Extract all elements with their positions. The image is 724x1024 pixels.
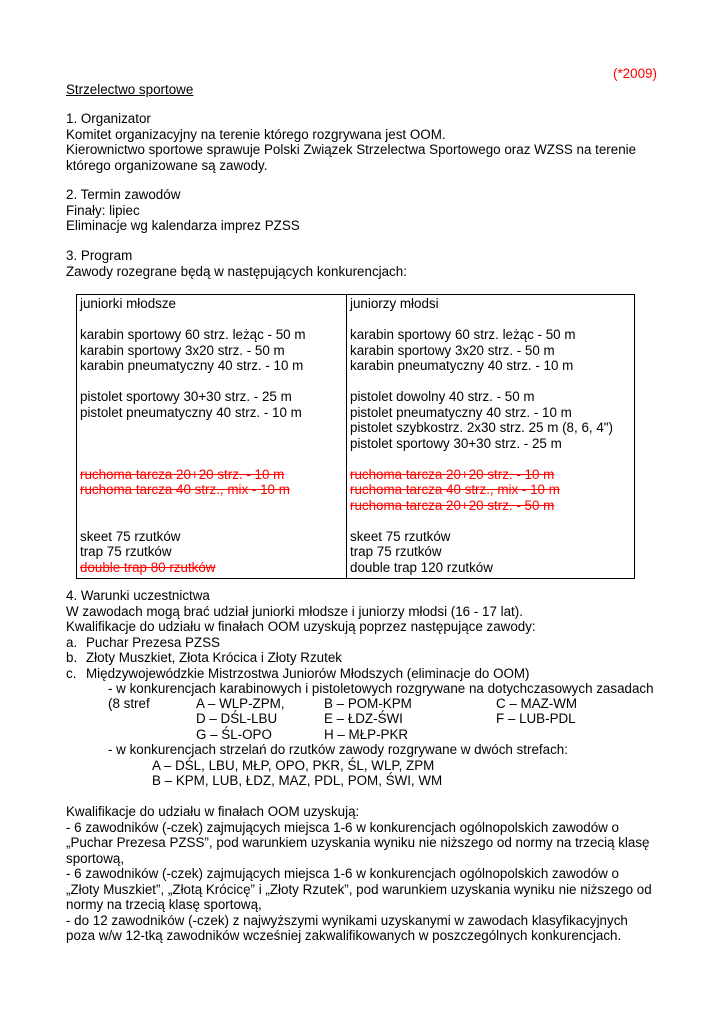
event-item: karabin pneumatyczny 40 strz. - 10 m [80,358,304,373]
event-item: pistolet pneumatyczny 40 strz. - 10 m [350,404,572,420]
paragraph-line: Komitet organizacyjny na terenie którego rozgrywana jest OOM. [66,126,446,142]
zone-item: D – DŚL-LBU [196,711,278,726]
section-heading: 1. Organizator [66,111,151,126]
event-item: pistolet sportowy 30+30 strz. - 25 m [80,389,292,404]
event-item: karabin sportowy 3x20 strz. - 50 m [80,342,285,358]
list-item: c. Międzywojewódzkie Mistrzostwa Juniorów Młodszych (eliminacje do OOM) [66,665,530,681]
zone-item: H – MŁP-PKR [324,727,409,742]
section-program [66,248,666,279]
program-table [76,294,635,579]
event-item: pistolet szybkostrz. 2x30 strz. 25 m (8, 6, 4") [350,420,613,435]
event-item: karabin sportowy 60 strz. leżąc - 50 m [80,327,306,342]
paragraph-line: normy na trzecią klasę sportową, [66,897,262,912]
section-heading: 3. Program [66,248,133,263]
section-term [66,187,666,234]
table-cell-juniorzy [347,295,635,579]
event-item-removed: ruchoma tarcza 40 strz., mix - 10 m [350,482,560,497]
event-item: karabin pneumatyczny 40 strz. - 10 m [350,358,574,373]
event-item: skeet 75 rzutków [350,528,451,544]
section-conditions [66,588,666,681]
paragraph-line: - 6 zawodników (-czek) zajmujących miejsca 1-6 w konkurencjach ogólnopolskich zawodów o [66,819,619,835]
year-note: (*2009) [613,66,657,81]
zone-item: B – POM-KPM [324,696,412,711]
note-shotgun: - w konkurencjach strzelań do rzutków zawody rozgrywane w dwóch strefach: [108,742,568,757]
zone-item: G – ŚL-OPO [196,727,272,742]
document-title: Strzelectwo sportowe [66,82,194,97]
table-cell-juniorki [77,295,347,579]
paragraph-line: - do 12 zawodników (-czek) z najwyższymi wynikami uzyskanymi w zawodach klasyfikacyjnych [66,912,628,928]
paragraph-line: poza w/w 12-tką zawodników wcześniej zakwalifikowanych w poszczególnych konkurencjach. [66,928,622,943]
section-heading: 4. Warunki uczestnictwa [66,588,210,603]
qualification-block [66,804,666,944]
shotgun-zone: A – DŚL, LBU, MŁP, OPO, PKR, ŚL, WLP, ZPM [152,758,435,773]
column-header: juniorzy młodsi [350,296,439,311]
paragraph-line: Kwalifikacje do udziału w finałach OOM uzyskują poprzez następujące zawody: [66,619,536,634]
event-item-removed: ruchoma tarcza 20+20 strz. - 50 m [350,497,555,513]
section-heading: 2. Termin zawodów [66,187,181,202]
list-item: b. Złoty Muszkiet, Złota Krócica i Złoty Rzutek [66,650,342,665]
event-item-removed: double trap 80 rzutków [80,559,216,575]
shotgun-zone: B – KPM, LUB, ŁDZ, MAZ, PDL, POM, ŚWI, WM [152,773,443,788]
paragraph-line: którego organizowane są zawody. [66,157,268,173]
paragraph-line: - 6 zawodników (-czek) zajmujących miejsca 1-6 w konkurencjach ogólnopolskich zawodów o [66,866,619,881]
zone-item: F – LUB-PDL [496,711,576,726]
event-item: trap 75 rzutków [350,544,442,559]
paragraph-line: Eliminacje wg kalendarza imprez PZSS [66,218,300,233]
paragraph-line: Kierownictwo sportowe sprawuje Polski Związek Strzelectwa Sportowego oraz WZSS na terenie [66,142,637,157]
zone-item: E – ŁDZ-ŚWI [324,711,403,726]
paragraph-line: „Puchar Prezesa PZSS”, pod warunkiem uzyskania wyniku nie niższego od normy na trzecią klasę [66,835,650,850]
paragraph-line: Finały: lipiec [66,202,140,218]
zone-item: A – WLP-ZPM, [196,696,285,711]
zone-item: C – MAZ-WM [496,696,578,711]
column-header: juniorki młodsze [80,296,177,311]
event-item-removed: ruchoma tarcza 20+20 strz. - 10 m [80,466,285,482]
paragraph-line: „Złoty Muszkiet”, „Złotą Krócicę” i „Złoty Rzutek”, pod warunkiem uzyskania wyniku nie niższego od [66,881,652,897]
event-item: pistolet dowolny 40 strz. - 50 m [350,389,535,404]
paragraph-line: Kwalifikacje do udziału w finałach OOM uzyskują: [66,804,360,819]
table-row [77,295,635,579]
paragraph-line: Zawody rozegrane będą w następujących konkurencjach: [66,263,407,279]
event-item: karabin sportowy 60 strz. leżąc - 50 m [350,327,576,342]
zones-prefix: (8 stref [108,696,150,711]
event-item: pistolet pneumatyczny 40 strz. - 10 m [80,404,302,420]
section-organizer [66,111,666,173]
note-rifle-pistol: - w konkurencjach karabinowych i pistoletowych rozgrywane na dotychczasowych zasadach [108,681,654,696]
event-item: double trap 120 rzutków [350,559,493,575]
paragraph-line: sportową, [66,850,125,866]
event-item: karabin sportowy 3x20 strz. - 50 m [350,342,555,358]
event-item: skeet 75 rzutków [80,528,181,544]
list-item: a. Puchar Prezesa PZSS [66,634,220,650]
event-item-removed: ruchoma tarcza 20+20 strz. - 10 m [350,466,555,482]
event-item: pistolet sportowy 30+30 strz. - 25 m [350,435,562,451]
paragraph-line: W zawodach mogą brać udział juniorki młodsze i juniorzy młodsi (16 - 17 lat). [66,603,523,619]
event-item-removed: ruchoma tarcza 40 strz., mix - 10 m [80,482,290,497]
event-item: trap 75 rzutków [80,544,172,559]
